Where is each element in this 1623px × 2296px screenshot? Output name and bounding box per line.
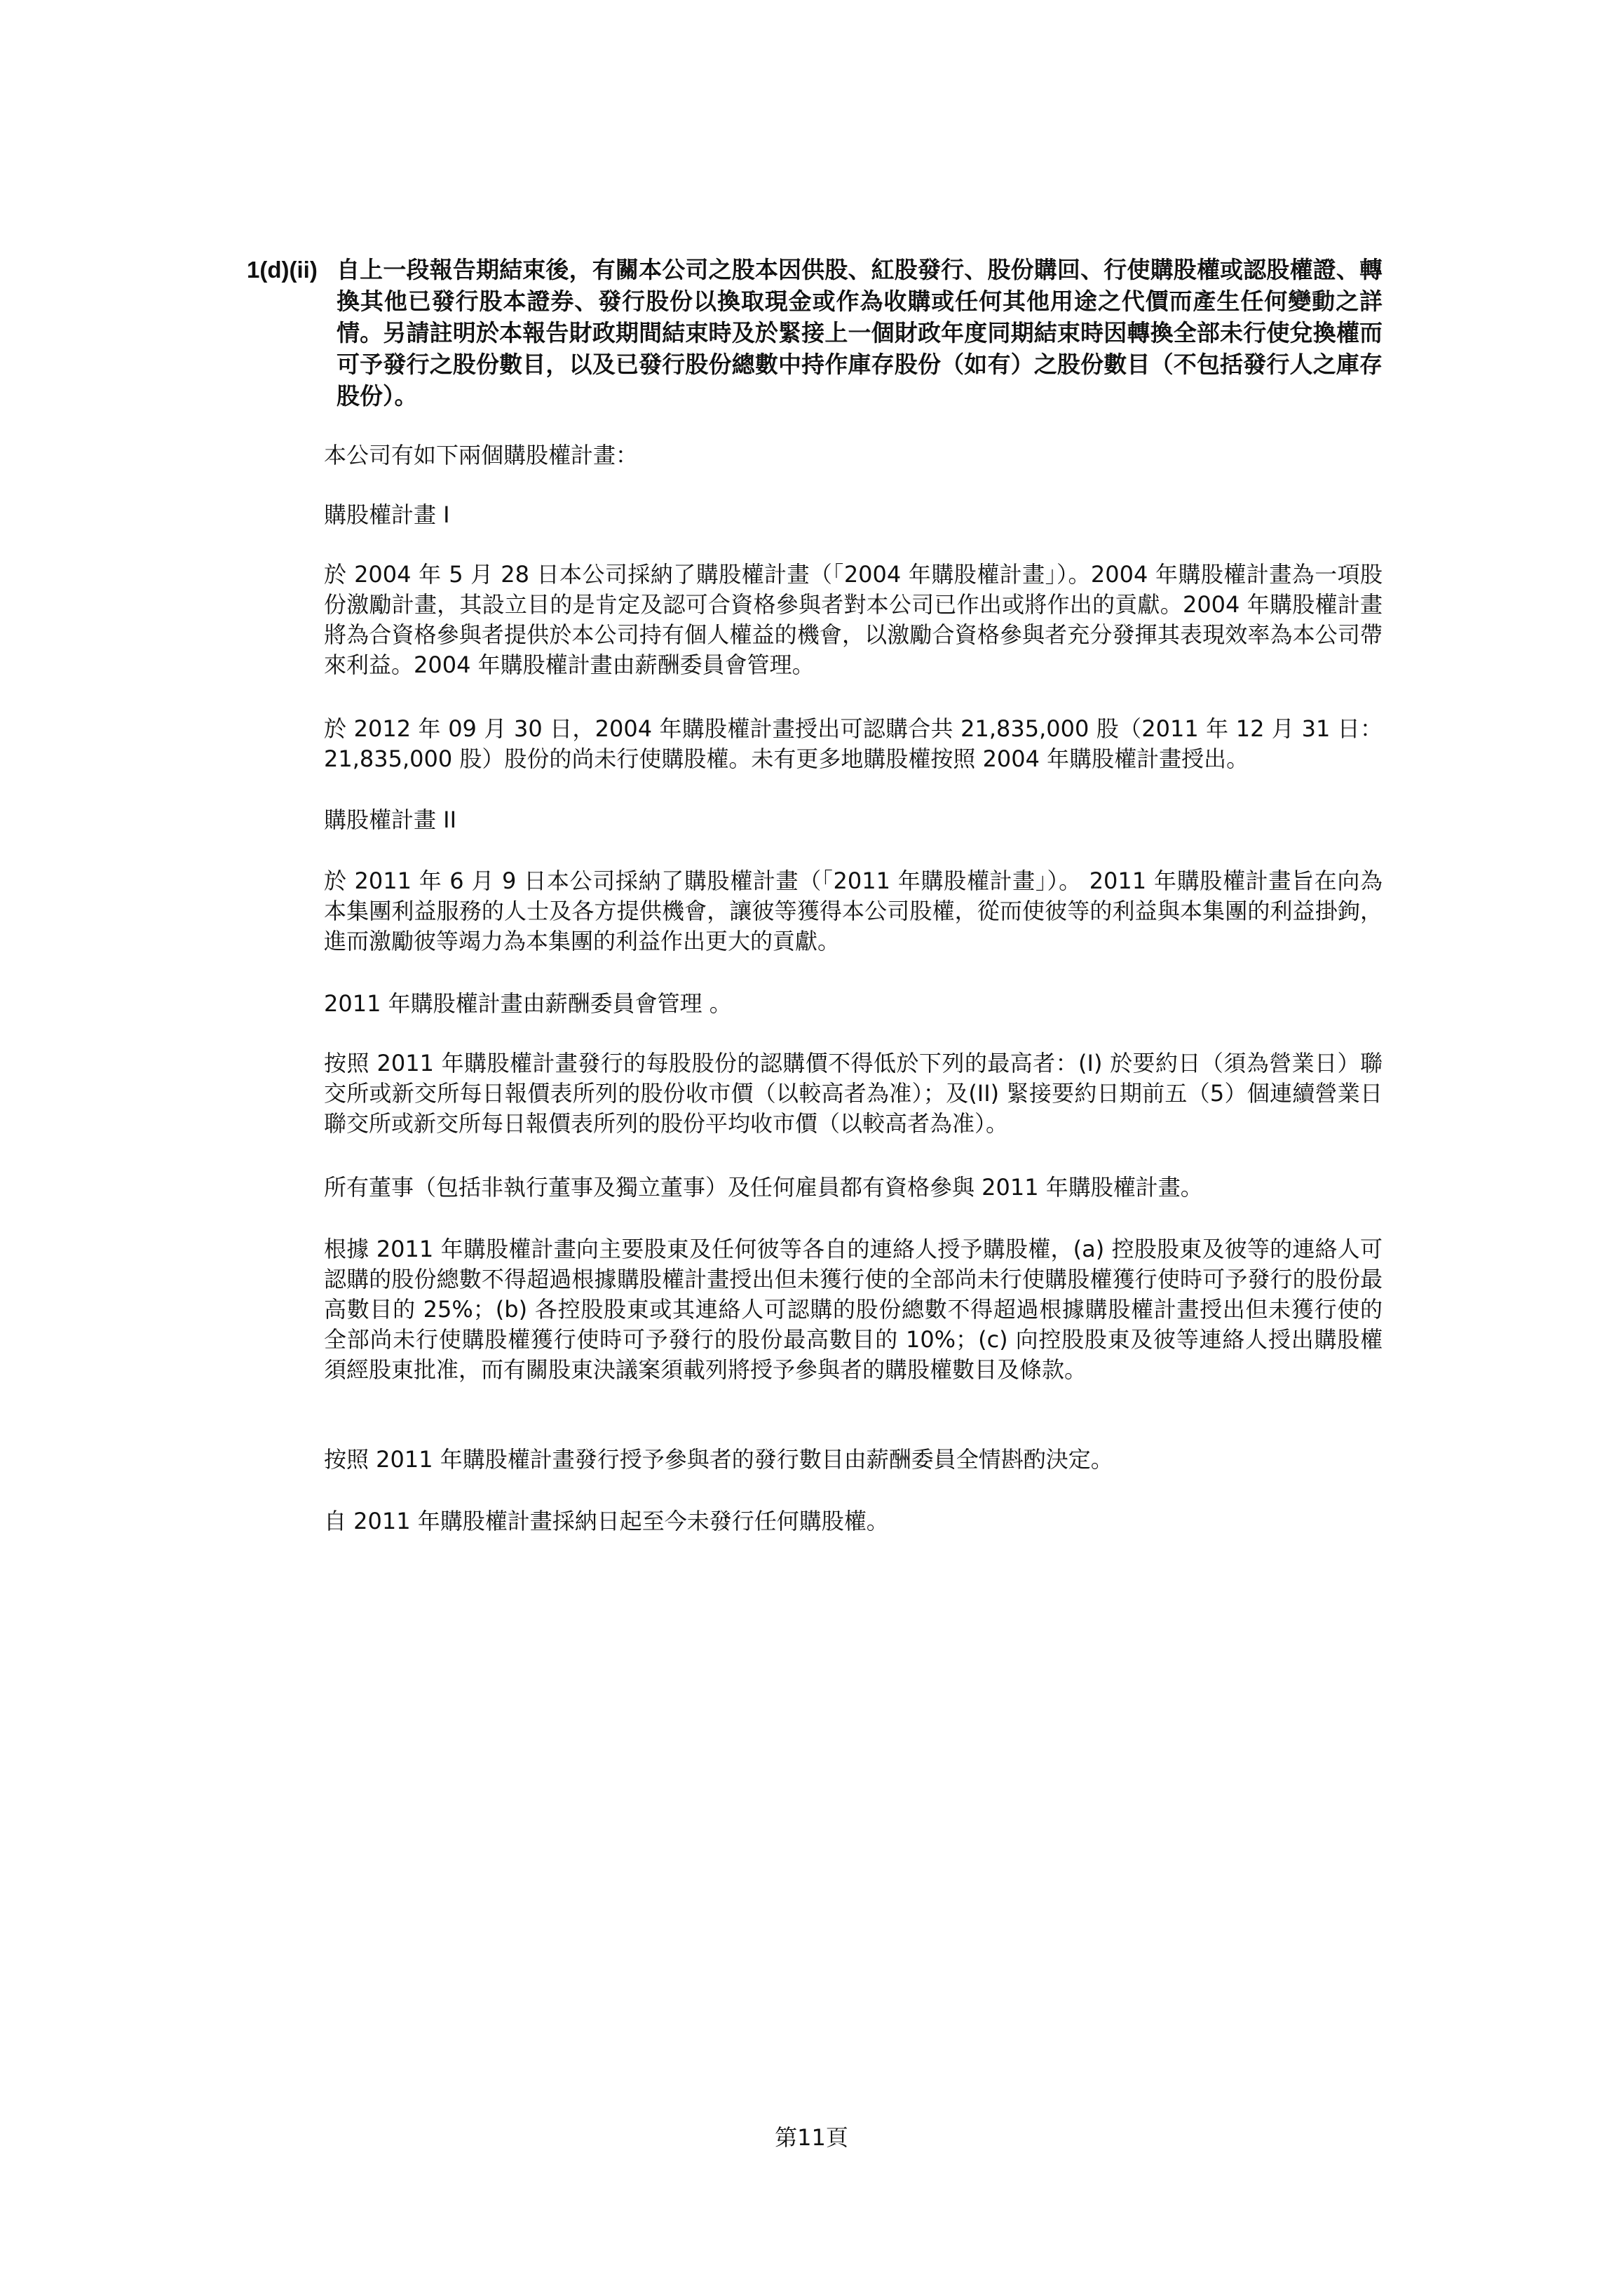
section-number: 1(d)(ii) xyxy=(247,257,318,283)
scheme-2-paragraph-2: 2011 年購股權計畫由薪酬委員會管理 。 xyxy=(324,990,732,1017)
scheme-1-paragraph-2: 於 2012 年 09 月 30 日，2004 年購股權計畫授出可認購合共 21,835,000 股（2011 年 12 月 31 日：21,835,000 股）股份的尚未行使購股權。未有更多地購股權按照 2004 年購股權計畫授出。 xyxy=(324,715,1383,772)
section-heading xyxy=(247,254,1383,412)
scheme-2-paragraph-3: 按照 2011 年購股權計畫發行的每股股份的認購價不得低於下列的最高者：(I) 於要約日（須為營業日）聯交所或新交所每日報價表所列的股份收市價（以較高者為准）；及(II) 緊接要約日期前五（5）個連續營業日聯交所或新交所每日報價表所列的股份平均收市價（以較高者為准）。 xyxy=(324,1050,1383,1137)
section-heading-text: 自上一段報告期結束後，有關本公司之股本因供股、紅股發行、股份購回、行使購股權或認股權證、轉換其他已發行股本證券、發行股份以換取現金或作為收購或任何其他用途之代價而產生任何變動之詳情。另請註明於本報告財政期間結束時及於緊接上一個財政年度同期結束時因轉換全部未行使兌換權而可予發行之股份數目，以及已發行股份總數中持作庫存股份（如有）之股份數目（不包括發行人之庫存股份）。 xyxy=(337,256,1383,410)
page-number: 第11頁 xyxy=(775,2124,848,2151)
scheme-1-paragraph-1: 於 2004 年 5 月 28 日本公司採納了購股權計畫（「2004 年購股權計畫」）。2004 年購股權計畫為一項股份激勵計畫，其設立目的是肯定及認可合資格參與者對本公司已作出或將作出的貢獻。2004 年購股權計畫將為合資格參與者提供於本公司持有個人權益的機會，以激勵合資格參與者充分發揮其表現效率為本公司帶來利益。2004 年購股權計畫由薪酬委員會管理。 xyxy=(324,561,1383,678)
scheme-2-paragraph-4: 所有董事（包括非執行董事及獨立董事）及任何雇員都有資格參與 2011 年購股權計畫。 xyxy=(324,1174,1203,1201)
scheme-2-title: 購股權計畫 II xyxy=(324,806,457,833)
scheme-2-paragraph-1: 於 2011 年 6 月 9 日本公司採納了購股權計畫（「2011 年購股權計畫」）。 2011 年購股權計畫旨在向為本集團利益服務的人士及各方提供機會，讓彼等獲得本公司股權，從而使彼等的利益與本集團的利益掛鉤，進而激勵彼等竭力為本集團的利益作出更大的貢獻。 xyxy=(324,867,1383,954)
intro-paragraph: 本公司有如下兩個購股權計畫： xyxy=(324,442,639,468)
scheme-2-paragraph-7: 自 2011 年購股權計畫採納日起至今未發行任何購股權。 xyxy=(324,1508,889,1534)
scheme-1-title: 購股權計畫 I xyxy=(324,501,450,528)
scheme-2-paragraph-6: 按照 2011 年購股權計畫發行授予參與者的發行數目由薪酬委員全情斟酌決定。 xyxy=(324,1446,1113,1473)
scheme-2-paragraph-5: 根據 2011 年購股權計畫向主要股東及任何彼等各自的連絡人授予購股權，(a) 控股股東及彼等的連絡人可認購的股份總數不得超過根據購股權計畫授出但未獲行使的全部尚未行使購股權獲行使時可予發行的股份最高數目的 25%；(b) 各控股股東或其連絡人可認購的股份總數不得超過根據購股權計畫授出但未獲行使的全部尚未行使購股權獲行使時可予發行的股份最高數目的 10%；(c) 向控股股東及彼等連絡人授出購股權須經股東批准，而有關股東決議案須載列將授予參與者的購股權數目及條款。 xyxy=(324,1236,1383,1383)
